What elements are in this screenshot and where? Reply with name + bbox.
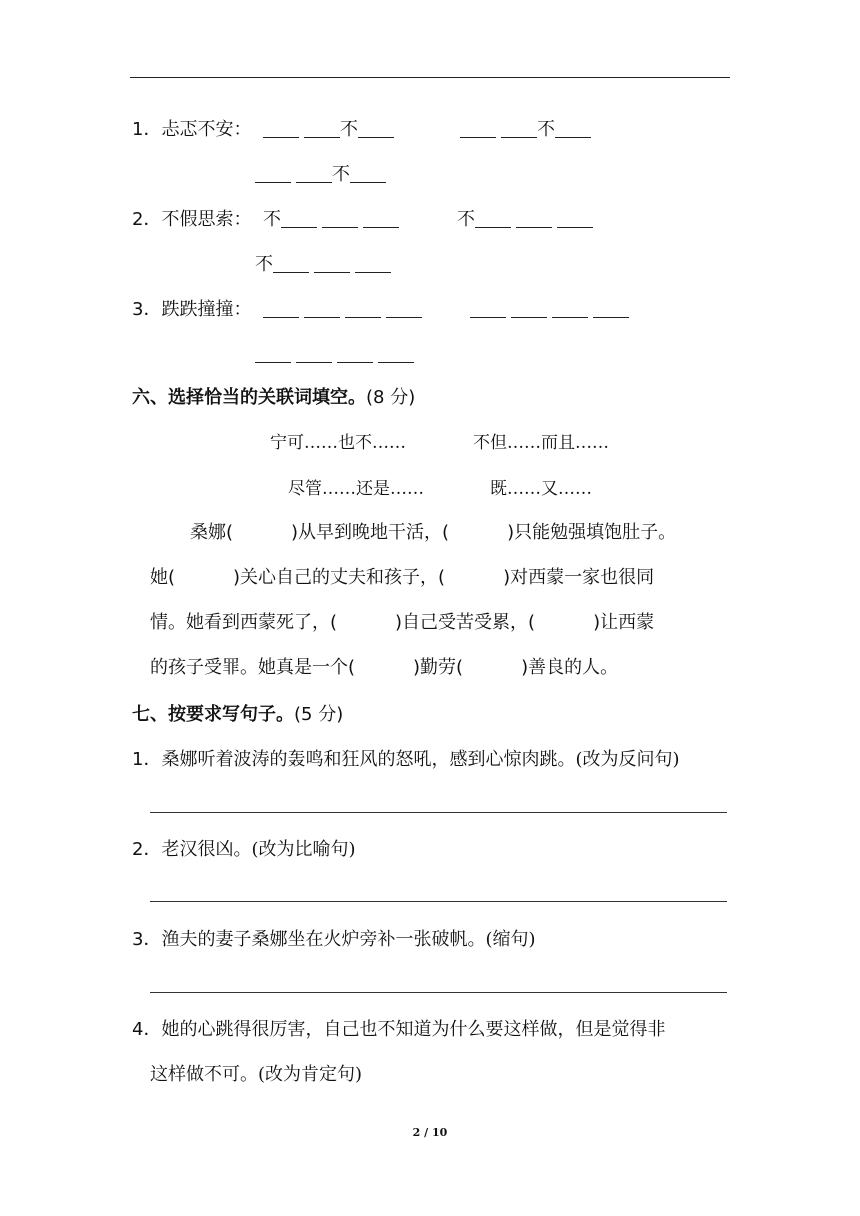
q5-item-1-pattern-3: 不 — [255, 163, 386, 187]
blank-line[interactable] — [337, 346, 373, 363]
blank-line[interactable] — [304, 121, 340, 138]
blank-line[interactable] — [460, 121, 496, 138]
blank-line[interactable] — [555, 121, 591, 138]
blank-line[interactable] — [593, 301, 629, 318]
blank-line[interactable] — [378, 346, 414, 363]
blank-line[interactable] — [358, 121, 394, 138]
q5-item-3: 3．跌跌撞撞： — [132, 299, 252, 320]
header-rule — [130, 77, 730, 78]
option-word-4: 既……又…… — [490, 479, 592, 499]
blank-line[interactable] — [470, 301, 506, 318]
blank-line[interactable] — [557, 211, 593, 228]
q7-item-2: 2．老汉很凶。(改为比喻句) — [132, 839, 356, 860]
blank-line[interactable] — [363, 211, 399, 228]
option-word-2: 不但……而且…… — [473, 433, 609, 453]
passage-line-3: 情。她看到西蒙死了，( )自己受苦受累，( )让西蒙 — [150, 612, 655, 633]
page-number: 2 / 10 — [412, 1126, 448, 1139]
passage-line-4: 的孩子受罪。她真是一个( )勤劳( )善良的人。 — [150, 657, 619, 678]
q5-item-1-pattern-2: 不 — [460, 118, 591, 142]
answer-line-2[interactable] — [150, 901, 727, 902]
blank-line[interactable] — [355, 256, 391, 273]
q5-item-1-pattern-1: 不 — [263, 118, 394, 142]
answer-line-3[interactable] — [150, 992, 727, 993]
blank-line[interactable] — [263, 121, 299, 138]
q7-item-4: 4．她的心跳得很厉害，自己也不知道为什么要这样做，但是觉得非 — [132, 1019, 666, 1040]
blank-line[interactable] — [322, 211, 358, 228]
q5-item-1: 1．忐忑不安： — [132, 119, 252, 140]
q5-item-2-pattern-2: 不 — [457, 208, 593, 232]
passage-line-2: 她( )关心自己的丈夫和孩子，( )对西蒙一家也很同 — [150, 567, 655, 588]
option-word-3: 尽管……还是…… — [288, 479, 424, 499]
blank-line[interactable] — [263, 301, 299, 318]
q5-item-2: 2．不假思索： — [132, 209, 252, 230]
section-6-heading: 六、选择恰当的关联词填空。(8 分) — [132, 387, 416, 408]
answer-line-1[interactable] — [150, 812, 727, 813]
blank-line[interactable] — [386, 301, 422, 318]
q7-item-1: 1．桑娜听着波涛的轰鸣和狂风的怒吼，感到心惊肉跳。(改为反问句) — [132, 749, 680, 770]
option-word-1: 宁可……也不…… — [270, 433, 406, 453]
blank-line[interactable] — [281, 211, 317, 228]
blank-line[interactable] — [273, 256, 309, 273]
blank-line[interactable] — [255, 346, 291, 363]
blank-line[interactable] — [475, 211, 511, 228]
q5-item-3-pattern-3 — [255, 343, 414, 367]
blank-line[interactable] — [345, 301, 381, 318]
blank-line[interactable] — [552, 301, 588, 318]
q5-item-3-pattern-1 — [263, 298, 422, 322]
q7-item-3: 3．渔夫的妻子桑娜坐在火炉旁补一张破帆。(缩句) — [132, 929, 536, 950]
blank-line[interactable] — [511, 301, 547, 318]
q5-item-2-pattern-3: 不 — [255, 253, 391, 277]
blank-line[interactable] — [296, 166, 332, 183]
blank-line[interactable] — [296, 346, 332, 363]
q7-item-4-line-2: 这样做不可。(改为肯定句) — [150, 1064, 363, 1085]
q5-item-2-pattern-1: 不 — [263, 208, 399, 232]
blank-line[interactable] — [314, 256, 350, 273]
section-7-heading: 七、按要求写句子。(5 分) — [132, 704, 344, 725]
blank-line[interactable] — [516, 211, 552, 228]
blank-line[interactable] — [350, 166, 386, 183]
passage-line-1: 桑娜( )从早到晚地干活，( )只能勉强填饱肚子。 — [190, 522, 677, 543]
q5-item-3-pattern-2 — [470, 298, 629, 322]
blank-line[interactable] — [255, 166, 291, 183]
blank-line[interactable] — [501, 121, 537, 138]
blank-line[interactable] — [304, 301, 340, 318]
